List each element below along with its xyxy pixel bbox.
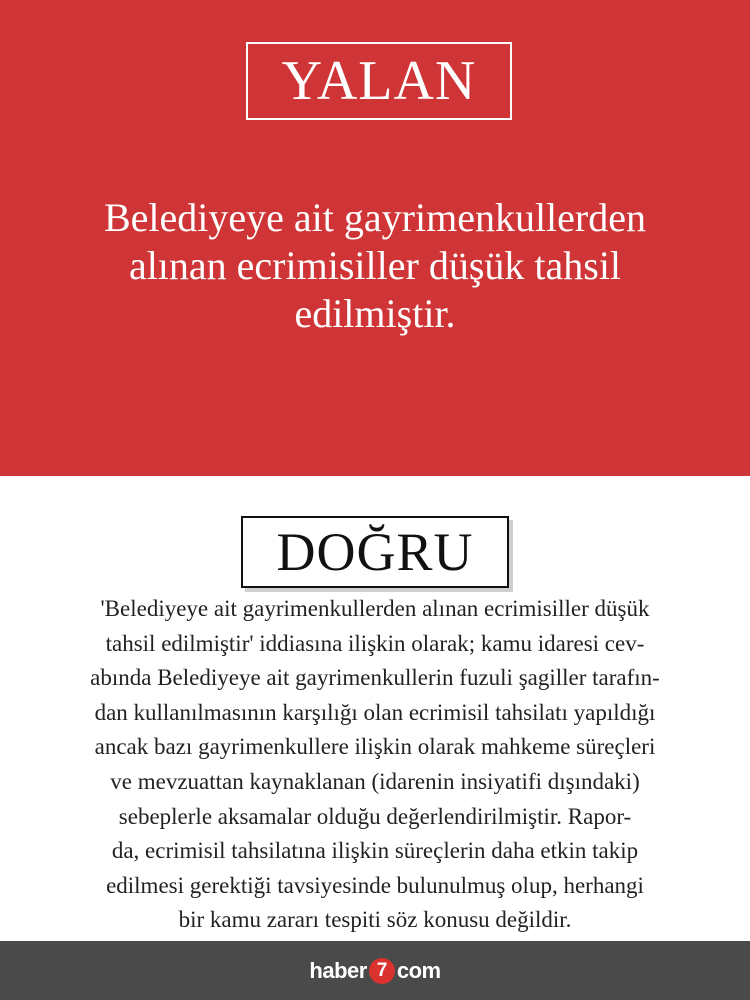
- claim-line: alınan ecrimisiller düşük tahsil: [128, 243, 622, 288]
- claim-line: Belediyeye ait gayrimenkullerden: [103, 195, 646, 240]
- explanation-line: ve mevzuattan kaynaklanan (idarenin insiyatifi dışındaki): [110, 768, 640, 794]
- false-label-box: [246, 42, 512, 120]
- logo-seven-badge: 7: [369, 958, 395, 984]
- claim-panel: [0, 0, 750, 476]
- explanation-line: 'Belediyeye ait gayrimenkullerden alınan ecrimisiller düşük: [100, 596, 650, 621]
- explanation-line: da, ecrimisil tahsilatına ilişkin süreçlerin daha etkin takip: [111, 838, 639, 864]
- explanation-line: ancak bazı gayrimenkullere ilişkin olarak mahkeme süreçleri: [94, 734, 656, 760]
- logo-text-com: com: [396, 957, 441, 983]
- explanation-line: abında Belediyeye ait gayrimenkullerin fuzuli şagiller tarafın-: [90, 665, 660, 691]
- claim-line: edilmiştir.: [294, 291, 456, 336]
- claim-text: [40, 194, 710, 338]
- true-label-box: [241, 516, 509, 588]
- logo-text-haber: haber: [309, 957, 367, 983]
- haber7-logo[interactable]: [309, 958, 440, 984]
- explanation-text: [24, 592, 726, 938]
- explanation-line: dan kullanılmasının karşılığı olan ecrimisil tahsilatı yapıldığı: [94, 699, 656, 725]
- false-label: YALAN: [281, 50, 477, 112]
- footer-bar: [0, 941, 750, 1000]
- explanation-line: sebeplerle aksamalar olduğu değerlendirilmiştir. Rapor-: [118, 803, 632, 829]
- explanation-line: edilmesi gerektiği tavsiyesinde bulunulmuş olup, herhangi: [106, 872, 644, 898]
- explanation-line: bir kamu zararı tespiti söz konusu değildir.: [178, 907, 572, 933]
- true-label: DOĞRU: [276, 522, 474, 582]
- explanation-line: tahsil edilmiştir' iddiasına ilişkin olarak; kamu idaresi cev-: [105, 630, 645, 656]
